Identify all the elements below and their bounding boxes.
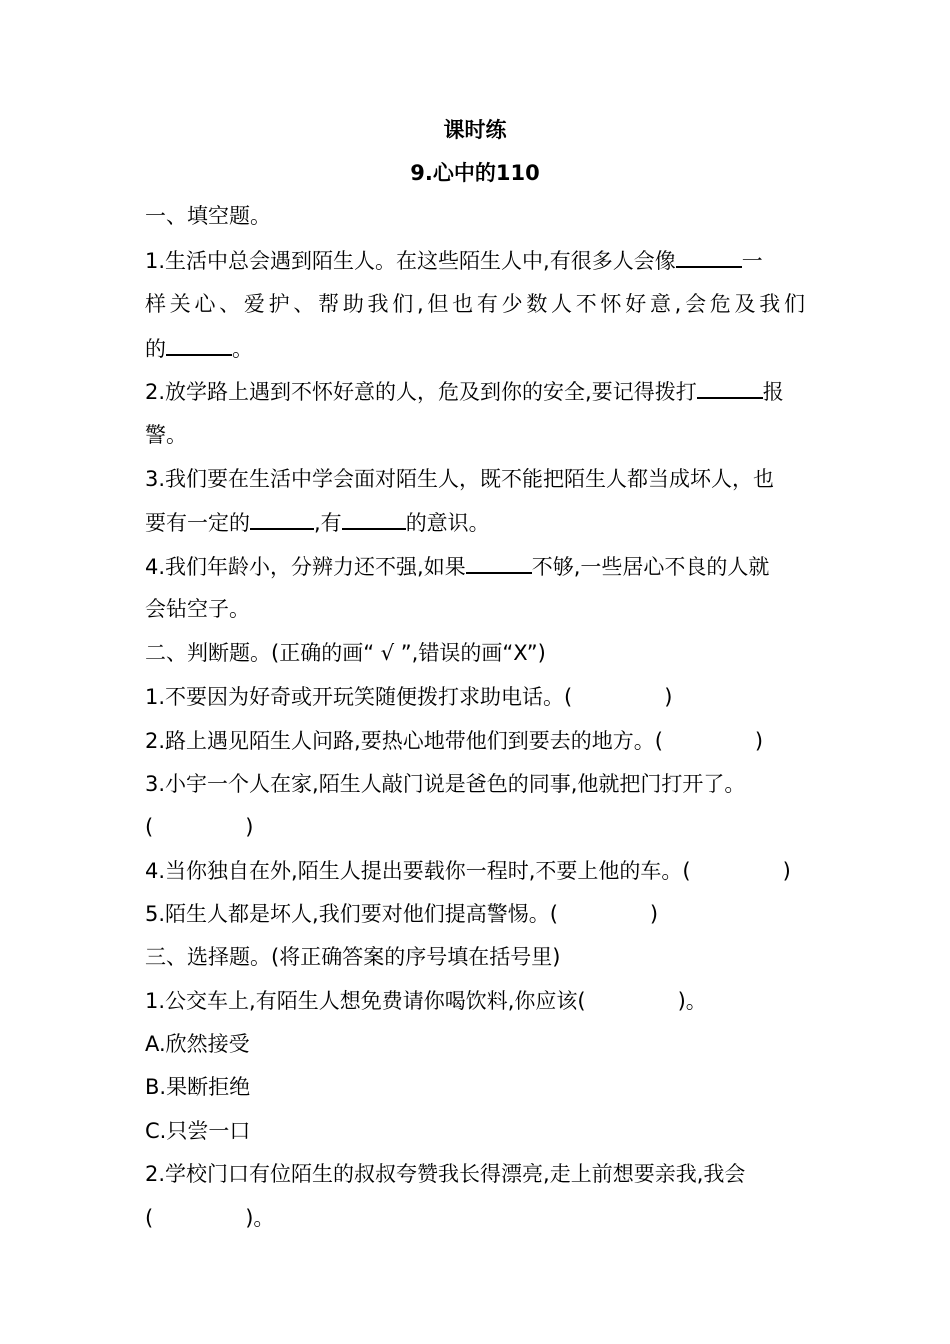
lesson-subtitle: 9.心中的110 [410,161,540,185]
question-3-line-1: 3.我们要在生活中学会面对陌生人，既不能把陌生人都当成坏人，也 [145,467,775,491]
choice-question-2-line-2: ( )。 [145,1206,275,1230]
judge-item-4: 4.当你独自在外,陌生人提出要载你一程时,不要上他的车。( ) [145,859,791,883]
question-1-line-3: 的 。 [145,334,253,363]
judge-item-5: 5.陌生人都是坏人,我们要对他们提高警惕。( ) [145,902,659,926]
choice-option-c: C.只尝一口 [145,1119,251,1143]
page-title: 课时练 [443,118,507,142]
question-4-line-1: 4.我们年龄小，分辨力还不强,如果 不够,一些居心不良的人就 [145,552,769,581]
answer-blank[interactable] [466,552,532,574]
judge-item-1: 1.不要因为好奇或开玩笑随便拨打求助电话。( ) [145,685,673,709]
answer-blank[interactable] [342,508,406,530]
answer-blank[interactable] [166,334,232,356]
section-heading-true-false: 二、判断题。(正确的画“ √ ”,错误的画“X”) [145,641,546,665]
question-3-line-2: 要有一定的 ,有 的意识。 [145,508,490,537]
answer-blank[interactable] [250,508,314,530]
choice-question-1: 1.公交车上,有陌生人想免费请你喝饮料,你应该( )。 [145,989,707,1013]
choice-option-a: A.欣然接受 [145,1032,250,1056]
choice-option-b: B.果断拒绝 [145,1075,251,1099]
answer-blank[interactable] [697,377,763,399]
choice-question-2-line-1: 2.学校门口有位陌生的叔叔夸赞我长得漂亮,走上前想要亲我,我会 [145,1162,746,1186]
question-1-line-1: 1.生活中总会遇到陌生人。在这些陌生人中,有很多人会像 一 [145,246,763,275]
question-2-line-1: 2.放学路上遇到不怀好意的人，危及到你的安全,要记得拨打 报 [145,377,784,406]
judge-item-3: 3.小宇一个人在家,陌生人敲门说是爸色的同事,他就把门打开了。 [145,772,746,796]
question-2-line-2: 警。 [145,423,187,447]
judge-item-2: 2.路上遇见陌生人问路,要热心地带他们到要去的地方。( ) [145,729,764,753]
question-4-line-2: 会钻空子。 [145,597,250,621]
judge-item-3-answer: ( ) [145,815,254,839]
answer-blank[interactable] [676,246,742,268]
section-heading-multiple-choice: 三、选择题。(将正确答案的序号填在括号里) [145,945,561,969]
question-1-line-2: 样关心、爱护、帮助我们,但也有少数人不怀好意,会危及我们 [145,292,805,316]
section-heading-fill-blank: 一、填空题。 [145,204,271,228]
